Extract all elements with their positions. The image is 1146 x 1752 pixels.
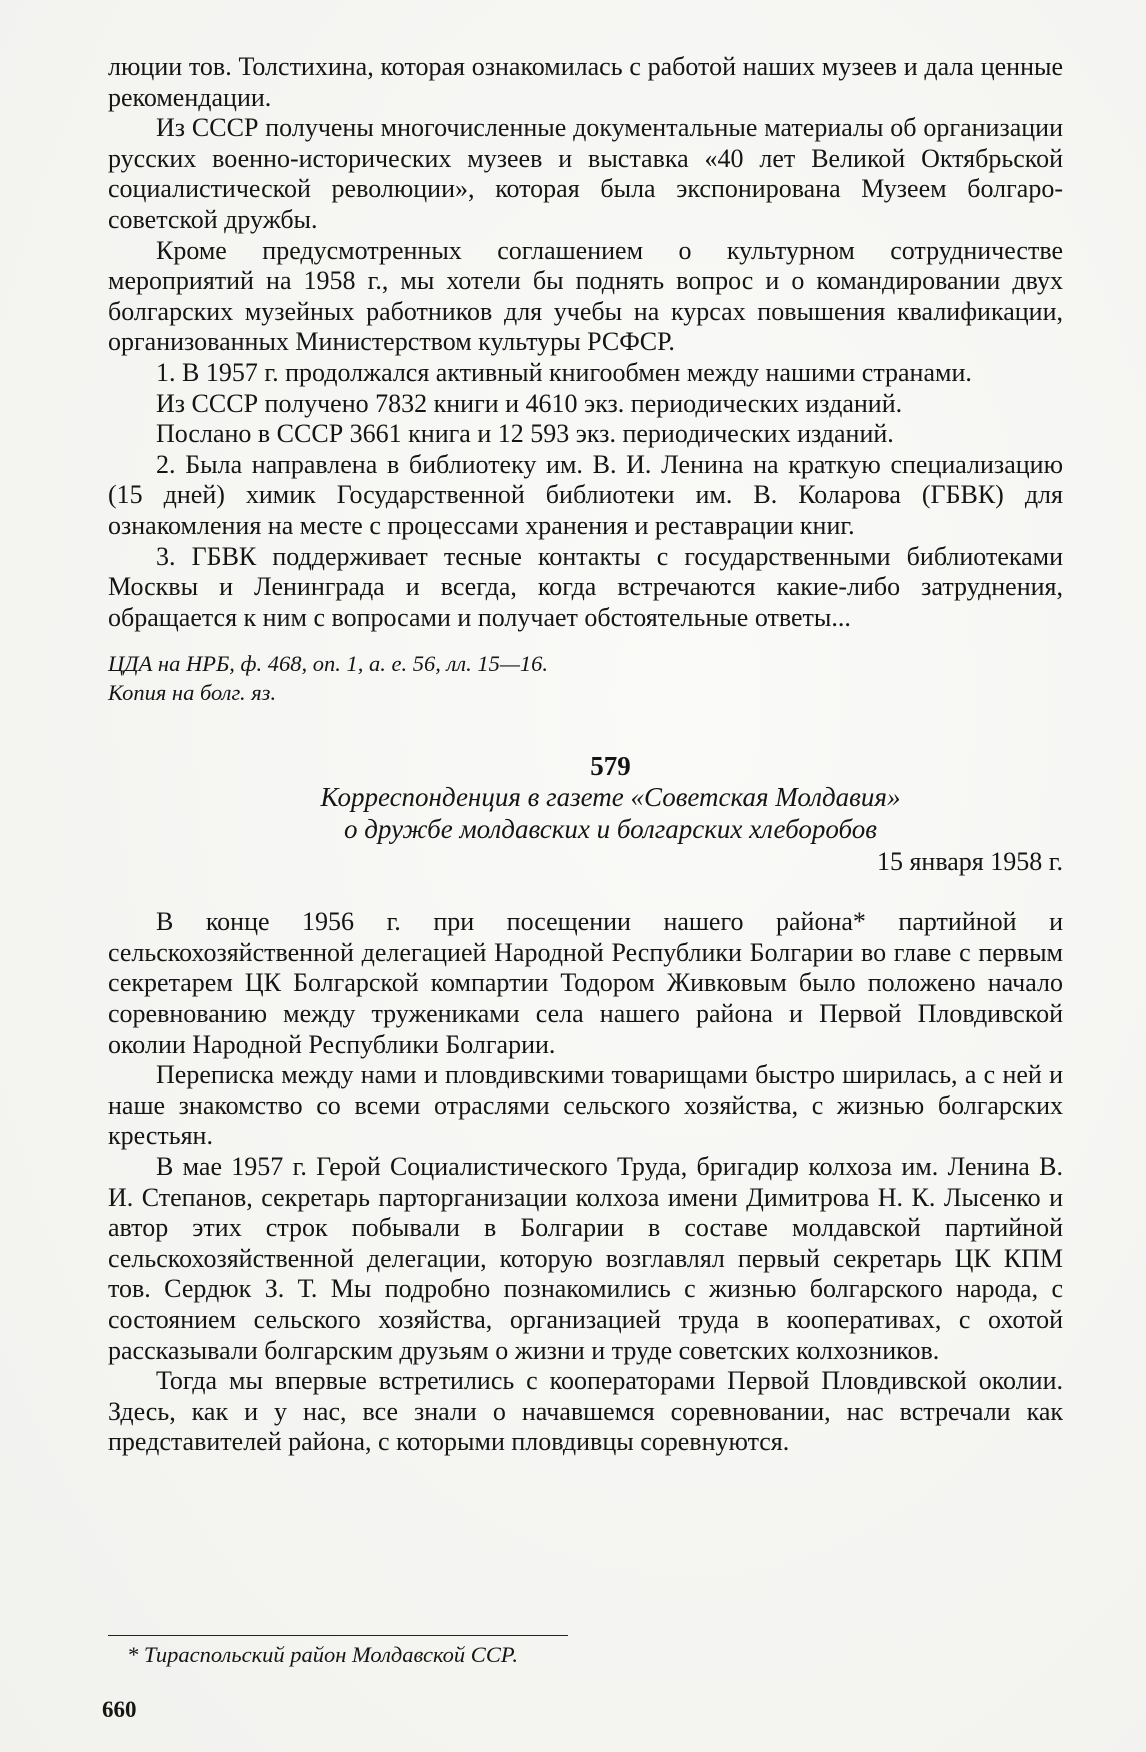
text-column bbox=[108, 52, 1063, 1458]
paragraph-first-meeting: Тогда мы впервые встретились с кооператорами Первой Пловдивской околии. Здесь, как и у нас, все знали о начавшемся соревновании, нас встречали как представителей района, с которыми пловдивцы соревнуются. bbox=[108, 1366, 1063, 1457]
paragraph-specialization: 2. Была направлена в библиотеку им. В. И. Ленина на краткую специализацию (15 дней) химик Государственной библиотеки им. В. Коларова (ГБВК) для ознакомления на месте с процессами хранения и реставрации книг. bbox=[108, 449, 1063, 540]
page-number: 660 bbox=[102, 1697, 137, 1722]
paragraph-correspondence: Переписка между нами и пловдивскими товарищами быстро ширилась, а с ней и наше знакомство со всеми отраслями сельского хозяйства, с жизнью болгарских крестьян. bbox=[108, 1060, 1063, 1151]
paragraph-competition-start: В конце 1956 г. при посещении нашего района* партийной и сельскохозяйственной делегацией Народной Республики Болгарии во главе с первым секретарем ЦК Болгарской компартии Тодором Живковым было положено начало соревнованию между тружениками села нашего района и Первой Пловдивской околии Народной Республики Болгарии. bbox=[108, 907, 1063, 1059]
footnote-divider bbox=[108, 1635, 568, 1636]
document-date: 15 января 1958 г. bbox=[876, 847, 1063, 877]
paragraph-documents: Из СССР получены многочисленные документальные материалы об организации русских военно-исторических музеев и выставка «40 лет Великой Октябрьской социалистической революции», которая была экспонирована Музеем болгаро-советской дружбы. bbox=[108, 113, 1063, 234]
document-title-line-2: о дружбе молдавских и болгарских хлеборобов bbox=[344, 814, 877, 845]
paragraph-book-exchange: 1. В 1957 г. продолжался активный книгообмен между нашими странами. bbox=[156, 357, 972, 387]
archive-copy-note: Копия на болг. яз. bbox=[108, 680, 277, 706]
archive-reference: ЦДА на НРБ, ф. 468, оп. 1, а. е. 56, лл. 15—16. bbox=[108, 651, 548, 677]
paragraph-sent: Послано в СССР 3661 книга и 12 593 экз. периодических изданий. bbox=[156, 419, 894, 449]
archive-source bbox=[108, 649, 1063, 707]
paragraph-received: Из СССР получено 7832 книги и 4610 экз. периодических изданий. bbox=[156, 388, 903, 418]
paragraph-delegation-visit: В мае 1957 г. Герой Социалистического Труда, бригадир колхоза им. Ленина В. И. Степанов, секретарь парторганизации колхоза имени Димитрова Н. К. Лысенко и автор этих строк побывали в Болгарии в составе молдавской партийной сельскохозяйственной делегации, которую возглавлял первый секретарь ЦК КПМ тов. Сердюк З. Т. Мы подробно познакомились с жизнью болгарского народа, с состоянием сельского хозяйства, организацией труда в кооперативах, с охотой рассказывали болгарским друзьям о жизни и труде советских колхозников. bbox=[108, 1152, 1063, 1365]
paragraph-contacts: 3. ГБВК поддерживает тесные контакты с государственными библиотеками Москвы и Ленинграда и всегда, когда встречаются какие-либо затруднения, обращается к ним с вопросами и получает обстоятельные ответы... bbox=[108, 541, 1063, 632]
paragraph-continuation: люции тов. Толстихина, которая ознакомилась с работой наших музеев и дала ценные рекомендации. bbox=[108, 52, 1063, 112]
footnote: * Тираспольский район Молдавской ССР. bbox=[127, 1642, 518, 1667]
paragraph-training-request: Кроме предусмотренных соглашением о культурном сотрудничестве мероприятий на 1958 г., мы хотели бы поднять вопрос и о командировании двух болгарских музейных работников для учебы на курсах повышения квалификации, организованных Министерством культуры РСФСР. bbox=[108, 235, 1063, 357]
document-title-line-1: Корреспонденция в газете «Советская Молдавия» bbox=[320, 782, 901, 813]
document-number: 579 bbox=[590, 751, 631, 782]
